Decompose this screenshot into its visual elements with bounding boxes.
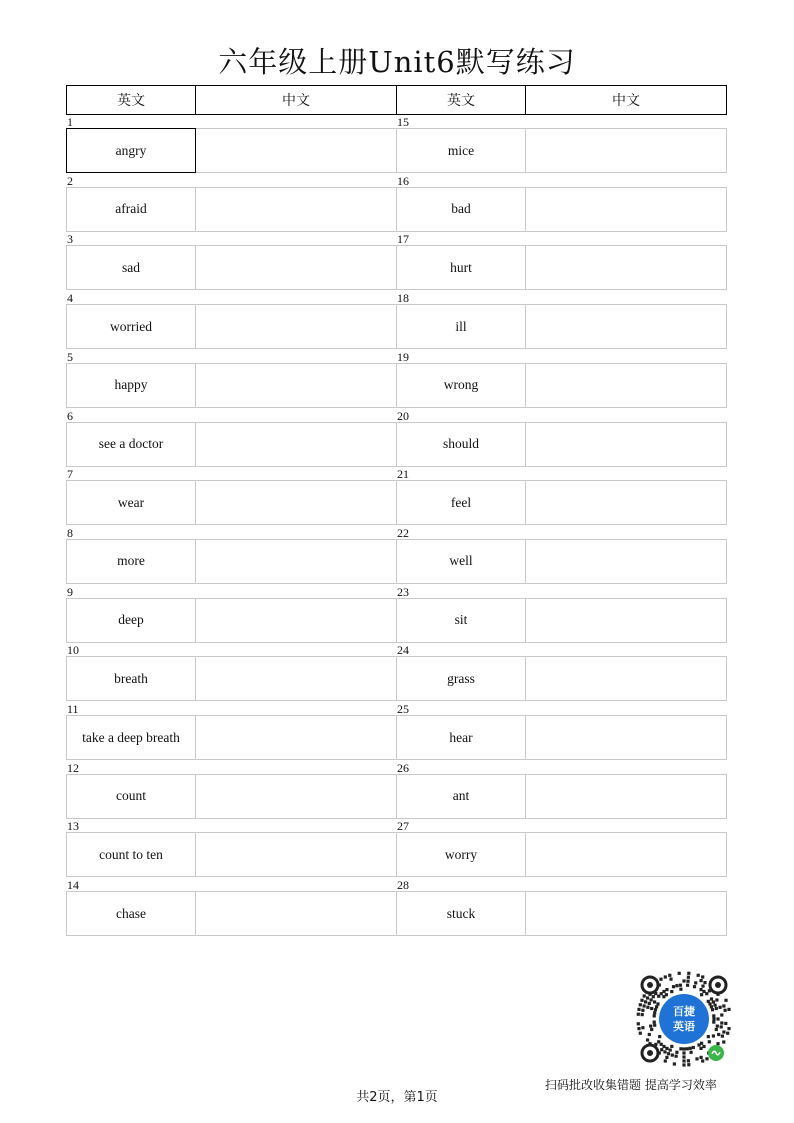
chinese-answer-cell[interactable] [526,246,726,289]
qr-logo-line1: 百捷 [673,1005,695,1018]
english-word: grass [397,657,526,700]
table-row [396,422,727,467]
item-number: 14 [67,878,79,893]
chinese-answer-cell[interactable] [526,129,726,172]
item-number: 9 [67,584,73,599]
item-number: 8 [67,525,73,540]
item-number: 19 [397,349,409,364]
chinese-answer-cell[interactable] [526,540,726,583]
english-word: mice [397,129,526,172]
item-number: 12 [67,760,79,775]
english-word: take a deep breath [67,716,196,759]
table-row [66,539,397,584]
english-word: should [397,423,526,466]
table-row [66,598,397,643]
header-chinese-left: 中文 [196,86,397,114]
english-word: count [67,775,196,818]
item-number: 18 [397,291,409,306]
table-row [66,656,397,701]
item-number: 2 [67,173,73,188]
chinese-answer-cell[interactable] [196,599,396,642]
table-row [396,128,727,173]
chinese-answer-cell[interactable] [526,364,726,407]
english-word: deep [67,599,196,642]
table-row [396,245,727,290]
chinese-answer-cell[interactable] [526,188,726,231]
qr-code-icon[interactable] [636,971,732,1067]
english-word: hurt [397,246,526,289]
table-row [396,187,727,232]
table-row [396,363,727,408]
english-word: hear [397,716,526,759]
table-row [66,774,397,819]
item-number: 3 [67,232,73,247]
table-row [396,304,727,349]
chinese-answer-cell[interactable] [196,892,396,935]
table-row [396,539,727,584]
chinese-answer-cell[interactable] [196,716,396,759]
item-number: 17 [397,232,409,247]
chinese-answer-cell[interactable] [196,364,396,407]
page-footer: 共2页，第1页 [356,1090,438,1105]
chinese-answer-cell[interactable] [196,833,396,876]
english-word: afraid [67,188,196,231]
header-chinese-right: 中文 [612,93,640,109]
table-row [396,891,727,936]
table-row [66,128,397,173]
chinese-answer-cell[interactable] [196,481,396,524]
item-number: 26 [397,760,409,775]
chinese-answer-cell[interactable] [196,129,396,172]
item-number: 6 [67,408,73,423]
english-word: angry [66,128,196,173]
english-word: stuck [397,892,526,935]
chinese-answer-cell[interactable] [526,305,726,348]
item-number: 5 [67,349,73,364]
english-word: worry [397,833,526,876]
item-number: 24 [397,643,409,658]
item-number: 13 [67,819,79,834]
chinese-answer-cell[interactable] [196,540,396,583]
table-row [396,832,727,877]
chinese-answer-cell[interactable] [526,775,726,818]
table-row [396,480,727,525]
table-row [66,832,397,877]
english-word: breath [67,657,196,700]
table-row [66,304,397,349]
english-word: ant [397,775,526,818]
chinese-answer-cell[interactable] [196,657,396,700]
table-row [396,715,727,760]
item-number: 10 [67,643,79,658]
chinese-answer-cell[interactable] [196,423,396,466]
chinese-answer-cell[interactable] [526,657,726,700]
english-word: ill [397,305,526,348]
item-number: 1 [67,115,73,129]
table-row [66,891,397,936]
table-row [66,363,397,408]
table-row [396,774,727,819]
english-word: worried [67,305,196,348]
table-row [66,187,397,232]
page-title: 六年级上册Unit6默写练习 [218,45,576,79]
item-number: 21 [397,467,409,482]
chinese-answer-cell[interactable] [526,833,726,876]
header-english-right: 英文 [397,86,526,114]
table-row [396,598,727,643]
table-row [66,480,397,525]
english-word: see a doctor [67,423,196,466]
item-number: 7 [67,467,73,482]
chinese-answer-cell[interactable] [526,892,726,935]
table-row [66,422,397,467]
qr-logo-line2: 英语 [673,1020,695,1033]
english-word: sit [397,599,526,642]
english-word: wear [67,481,196,524]
item-number: 28 [397,878,409,893]
table-row [66,715,397,760]
chinese-answer-cell[interactable] [196,246,396,289]
item-number: 27 [397,819,409,834]
table-row [396,656,727,701]
english-word: well [397,540,526,583]
english-word: wrong [397,364,526,407]
item-number: 23 [397,584,409,599]
item-number: 22 [397,525,409,540]
english-word: chase [67,892,196,935]
chinese-answer-cell[interactable] [526,481,726,524]
chinese-answer-cell[interactable] [196,188,396,231]
item-number: 11 [67,702,79,716]
item-number: 4 [67,291,73,306]
english-word: bad [397,188,526,231]
chinese-answer-cell[interactable] [526,423,726,466]
item-number: 20 [397,408,409,423]
english-word: sad [67,246,196,289]
item-number: 25 [397,702,409,716]
item-number: 15 [397,115,409,129]
chinese-answer-cell[interactable] [526,716,726,759]
chinese-answer-cell[interactable] [526,599,726,642]
english-word: happy [67,364,196,407]
item-number: 16 [397,173,409,188]
header-english-left: 英文 [67,86,196,114]
english-word: count to ten [67,833,196,876]
chinese-answer-cell[interactable] [196,305,396,348]
english-word: feel [397,481,526,524]
qr-slogan: 扫码批改收集错题 提高学习效率 [545,1078,717,1092]
table-row [66,245,397,290]
chinese-answer-cell[interactable] [196,775,396,818]
english-word: more [67,540,196,583]
